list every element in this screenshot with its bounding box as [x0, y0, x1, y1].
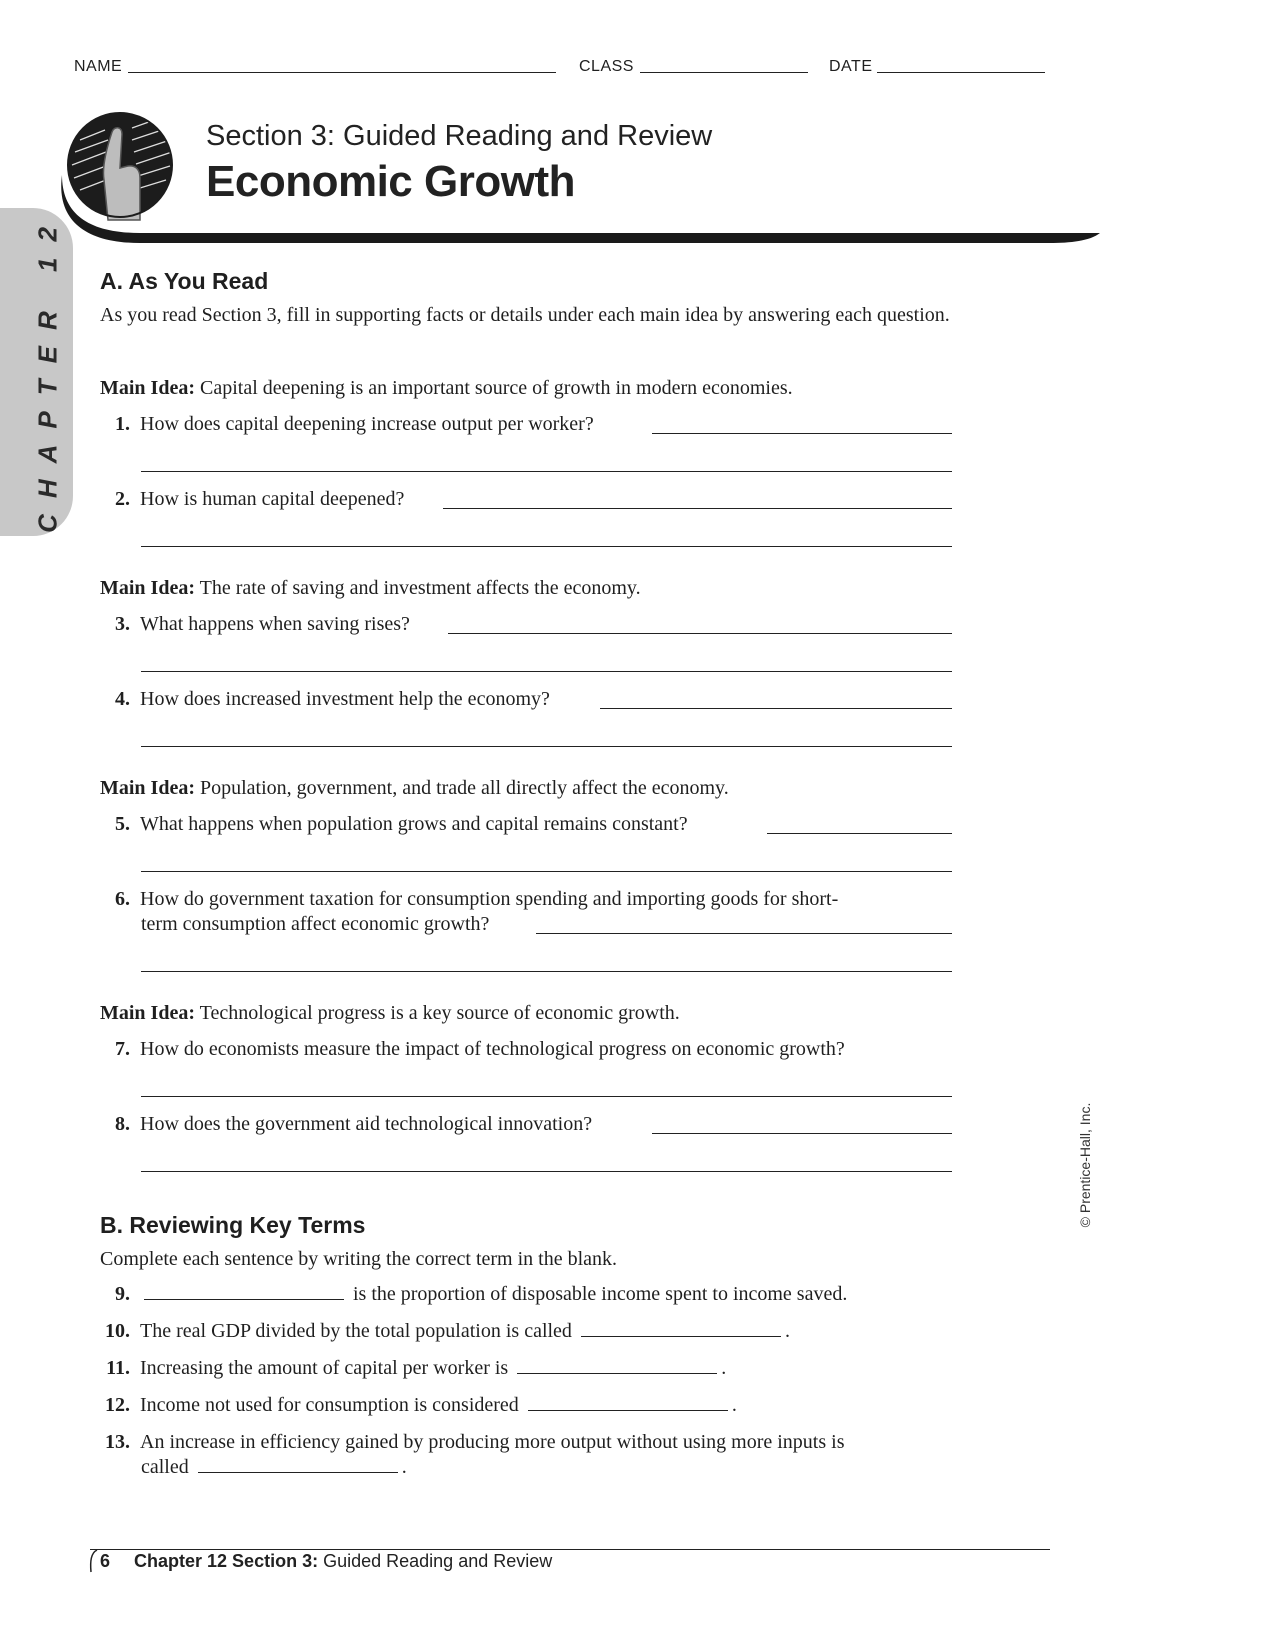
main-idea-text: Population, government, and trade all directly affect the economy.: [200, 777, 729, 799]
item-end: .: [731, 1394, 737, 1416]
main-idea: [100, 777, 729, 800]
question: [100, 888, 960, 911]
question-number: 3.: [115, 613, 130, 635]
key-term-item-continuation: [141, 1456, 1001, 1479]
answer-line[interactable]: [141, 871, 952, 872]
part-a-instructions: As you read Section 3, fill in supporting facts or details under each main idea by answering each question.: [100, 304, 950, 326]
answer-line[interactable]: [141, 671, 952, 672]
question-number: 6.: [115, 888, 130, 910]
chapter-tab-label: CHAPTER 12: [32, 211, 63, 533]
key-term-item: [100, 1394, 960, 1417]
date-field[interactable]: [877, 72, 1045, 73]
item-end: .: [721, 1357, 727, 1379]
term-blank[interactable]: [528, 1409, 728, 1411]
item-end: .: [784, 1320, 790, 1342]
key-term-item: [100, 1431, 960, 1454]
answer-line[interactable]: [443, 508, 952, 509]
page-number: 6: [100, 1551, 111, 1571]
question-number: 7.: [115, 1038, 130, 1060]
footer-title: Guided Reading and Review: [323, 1551, 553, 1571]
key-term-item: [100, 1283, 960, 1306]
question-text: How does the government aid technological innovation?: [140, 1113, 593, 1135]
class-field[interactable]: [640, 72, 808, 73]
term-blank[interactable]: [144, 1298, 344, 1300]
part-b-heading: B. Reviewing Key Terms: [100, 1212, 366, 1238]
item-text: The real GDP divided by the total population is called: [140, 1320, 572, 1342]
question-number: 2.: [115, 488, 130, 510]
answer-line[interactable]: [141, 746, 952, 747]
main-idea-text: Capital deepening is an important source of growth in modern economies.: [200, 377, 793, 399]
key-term-item: [100, 1357, 960, 1380]
question-text: How do economists measure the impact of technological progress on economic growth?: [140, 1038, 845, 1060]
main-idea: [100, 377, 793, 400]
main-idea-label: Main Idea:: [100, 777, 195, 799]
item-text: Income not used for consumption is considered: [140, 1394, 519, 1416]
answer-line[interactable]: [652, 1133, 952, 1134]
question-number: 8.: [115, 1113, 130, 1135]
part-b-instructions: Complete each sentence by writing the correct term in the blank.: [100, 1248, 618, 1270]
answer-line[interactable]: [141, 1096, 952, 1097]
answer-line[interactable]: [536, 933, 952, 934]
question-number: 5.: [115, 813, 130, 835]
answer-line[interactable]: [652, 433, 952, 434]
main-idea-label: Main Idea:: [100, 377, 195, 399]
footer-reference: Chapter 12 Section 3:: [134, 1551, 319, 1571]
item-number: 12.: [105, 1394, 130, 1416]
item-number: 11.: [106, 1357, 130, 1379]
answer-line[interactable]: [141, 471, 952, 472]
item-text: Increasing the amount of capital per worker is: [140, 1357, 509, 1379]
question-text: What happens when saving rises?: [140, 613, 410, 635]
question-text: What happens when population grows and capital remains constant?: [140, 813, 688, 835]
item-text: called: [141, 1456, 189, 1478]
section-subtitle: Section 3: Guided Reading and Review: [206, 120, 713, 152]
copyright: © Prentice-Hall, Inc.: [1077, 1102, 1093, 1228]
name-label: NAME: [74, 58, 123, 75]
item-number: 9.: [115, 1283, 130, 1305]
answer-line[interactable]: [600, 708, 952, 709]
page-footer: [100, 1551, 552, 1572]
answer-line[interactable]: [141, 971, 952, 972]
main-idea: [100, 1002, 680, 1025]
term-blank[interactable]: [581, 1335, 781, 1337]
footer-rule: [90, 1549, 1050, 1550]
answer-line[interactable]: [141, 546, 952, 547]
question-number: 4.: [115, 688, 130, 710]
key-term-item: [100, 1320, 960, 1343]
footer-curve: [88, 1549, 98, 1573]
question-text: How does capital deepening increase output per worker?: [140, 413, 594, 435]
question-number: 1.: [115, 413, 130, 435]
item-text: is the proportion of disposable income spent to income saved.: [353, 1283, 848, 1305]
name-field[interactable]: [128, 72, 556, 73]
main-idea: [100, 577, 641, 600]
question-text: How do government taxation for consumption spending and importing goods for short-: [140, 888, 839, 910]
main-idea-text: The rate of saving and investment affects the economy.: [199, 577, 641, 599]
answer-line[interactable]: [141, 1171, 952, 1172]
question: [100, 1038, 960, 1061]
part-a-heading: A. As You Read: [100, 268, 269, 294]
term-blank[interactable]: [517, 1372, 717, 1374]
term-blank[interactable]: [198, 1471, 398, 1473]
main-idea-text: Technological progress is a key source of economic growth.: [199, 1002, 680, 1024]
answer-line[interactable]: [448, 633, 952, 634]
question-text: How is human capital deepened?: [140, 488, 405, 510]
item-number: 10.: [105, 1320, 130, 1342]
date-label: DATE: [829, 58, 873, 75]
item-text: An increase in efficiency gained by producing more output without using more inputs is: [140, 1431, 845, 1453]
main-idea-label: Main Idea:: [100, 1002, 195, 1024]
class-label: CLASS: [579, 58, 634, 75]
item-number: 13.: [105, 1431, 130, 1453]
answer-line[interactable]: [767, 833, 952, 834]
item-end: .: [401, 1456, 407, 1478]
question-text: How does increased investment help the economy?: [140, 688, 550, 710]
page-title: Economic Growth: [206, 157, 575, 206]
reading-hand-icon: [60, 110, 190, 240]
question-continuation: term consumption affect economic growth?: [141, 913, 490, 935]
main-idea-label: Main Idea:: [100, 577, 195, 599]
